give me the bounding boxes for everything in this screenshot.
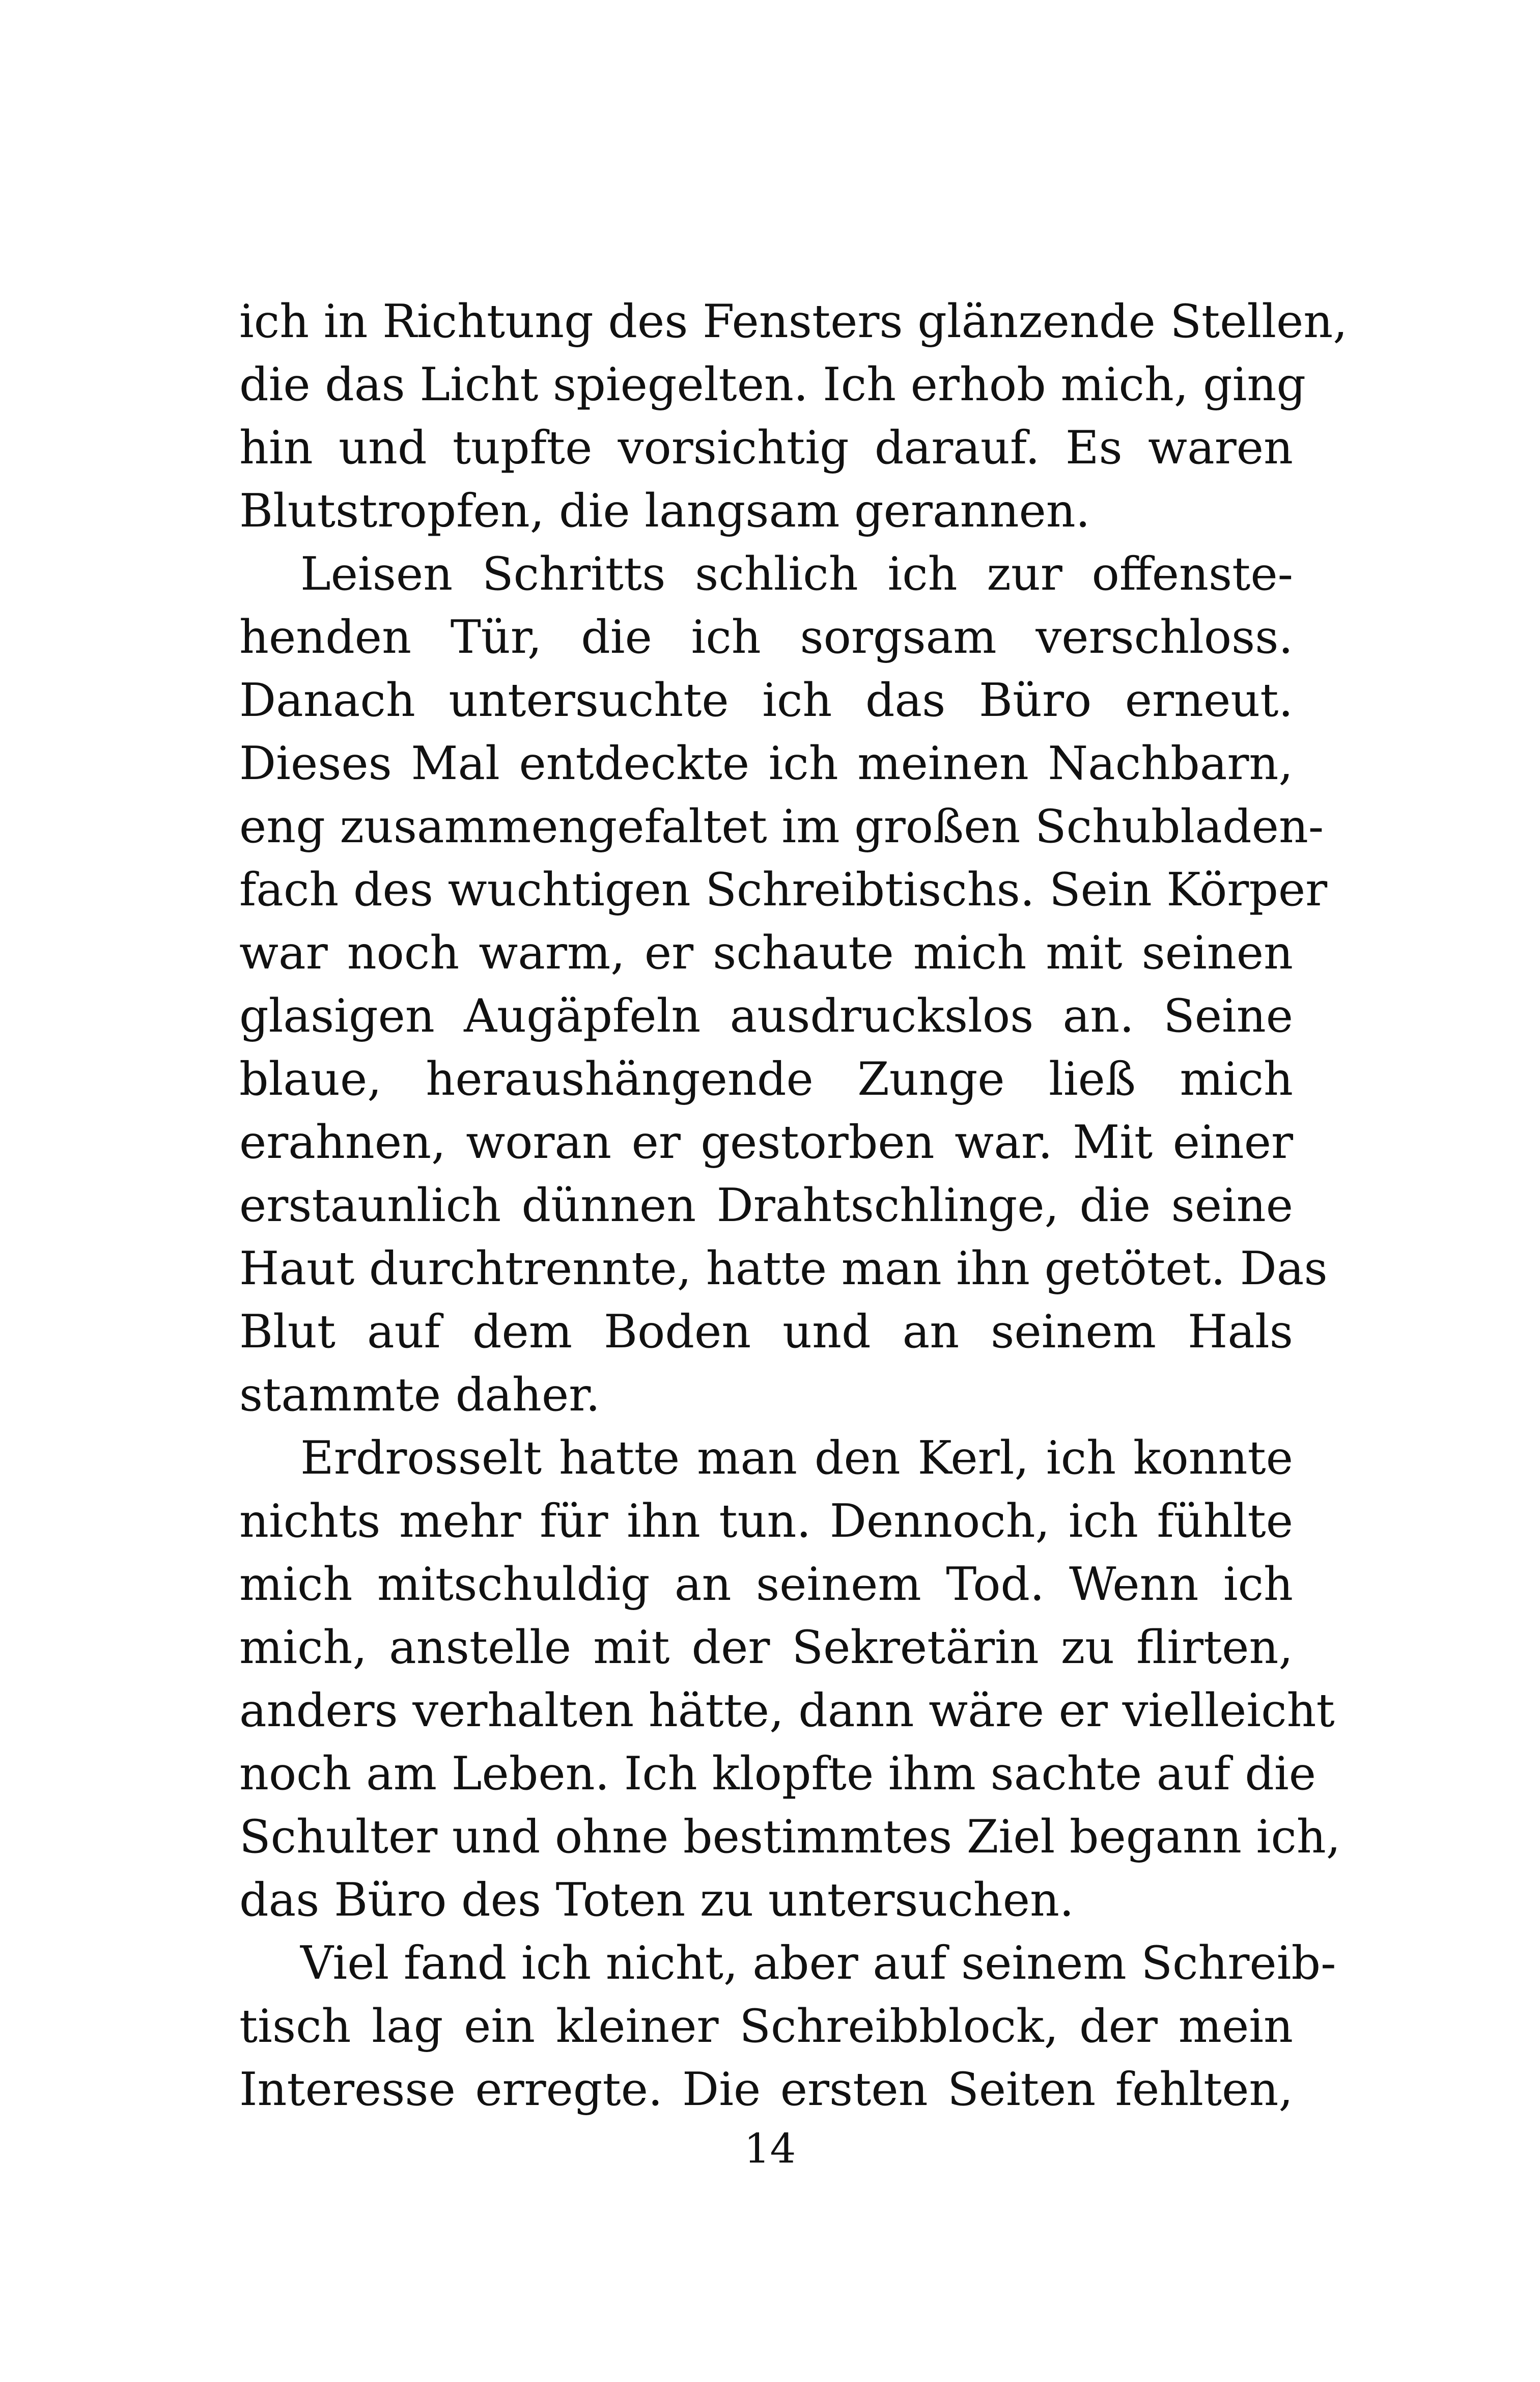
text-line: Erdrosselt hatte man den Kerl, ich konnte [300,1431,1293,1485]
text-line: war noch warm, er schaute mich mit seinen [239,926,1293,980]
text-line: Dieses Mal entdeckte ich meinen Nachbarn, [239,737,1293,790]
text-line: glasigen Augäpfeln ausdruckslos an. Seine [239,989,1293,1043]
text-line: erahnen, woran er gestorben war. Mit einer [239,1116,1293,1169]
text-line: mich, anstelle mit der Sekretärin zu flirten, [239,1621,1293,1674]
text-line: das Büro des Toten zu untersuchen. [239,1873,1074,1927]
text-line: erstaunlich dünnen Drahtschlinge, die seine [239,1179,1293,1232]
page-number: 14 [744,2125,796,2172]
text-line: fach des wuchtigen Schreibtischs. Sein Körper [239,863,1328,917]
body-text [239,290,1348,2121]
paragraph [239,543,1328,1427]
paragraph [239,1932,1336,2121]
text-line: Danach untersuchte ich das Büro erneut. [239,674,1293,727]
text-line: tisch lag ein kleiner Schreibblock, der mein [239,2000,1293,2053]
text-line: mich mitschuldig an seinem Tod. Wenn ich [239,1558,1293,1611]
text-line: Haut durchtrennte, hatte man ihn getötet. Das [239,1242,1328,1295]
text-line: Viel fand ich nicht, aber auf seinem Schreib- [300,1936,1336,1990]
text-line: Schulter und ohne bestimmtes Ziel begann ich, [239,1810,1341,1864]
text-line: hin und tupfte vorsichtig darauf. Es waren [239,421,1293,475]
text-line: blaue, heraushängende Zunge ließ mich [239,1052,1293,1106]
text-line: ich in Richtung des Fensters glänzende Stellen, [239,295,1348,348]
text-line: Blut auf dem Boden und an seinem Hals [239,1305,1293,1359]
text-line: Interesse erregte. Die ersten Seiten fehlten, [239,2063,1293,2116]
text-line: eng zusammengefaltet im großen Schubladen- [239,800,1324,853]
paragraph [239,290,1348,543]
text-line: nichts mehr für ihn tun. Dennoch, ich fühlte [239,1494,1293,1548]
text-line: Leisen Schritts schlich ich zur offenste- [300,547,1293,601]
text-line: anders verhalten hätte, dann wäre er vielleicht [239,1684,1335,1737]
text-line: noch am Leben. Ich klopfte ihm sachte auf die [239,1747,1316,1801]
text-line: henden Tür, die ich sorgsam verschloss. [239,611,1293,664]
text-line: stammte daher. [239,1368,600,1422]
text-line: Blutstropfen, die langsam gerannen. [239,484,1090,538]
paragraph [239,1427,1341,1932]
text-line: die das Licht spiegelten. Ich erhob mich, ging [239,358,1306,411]
